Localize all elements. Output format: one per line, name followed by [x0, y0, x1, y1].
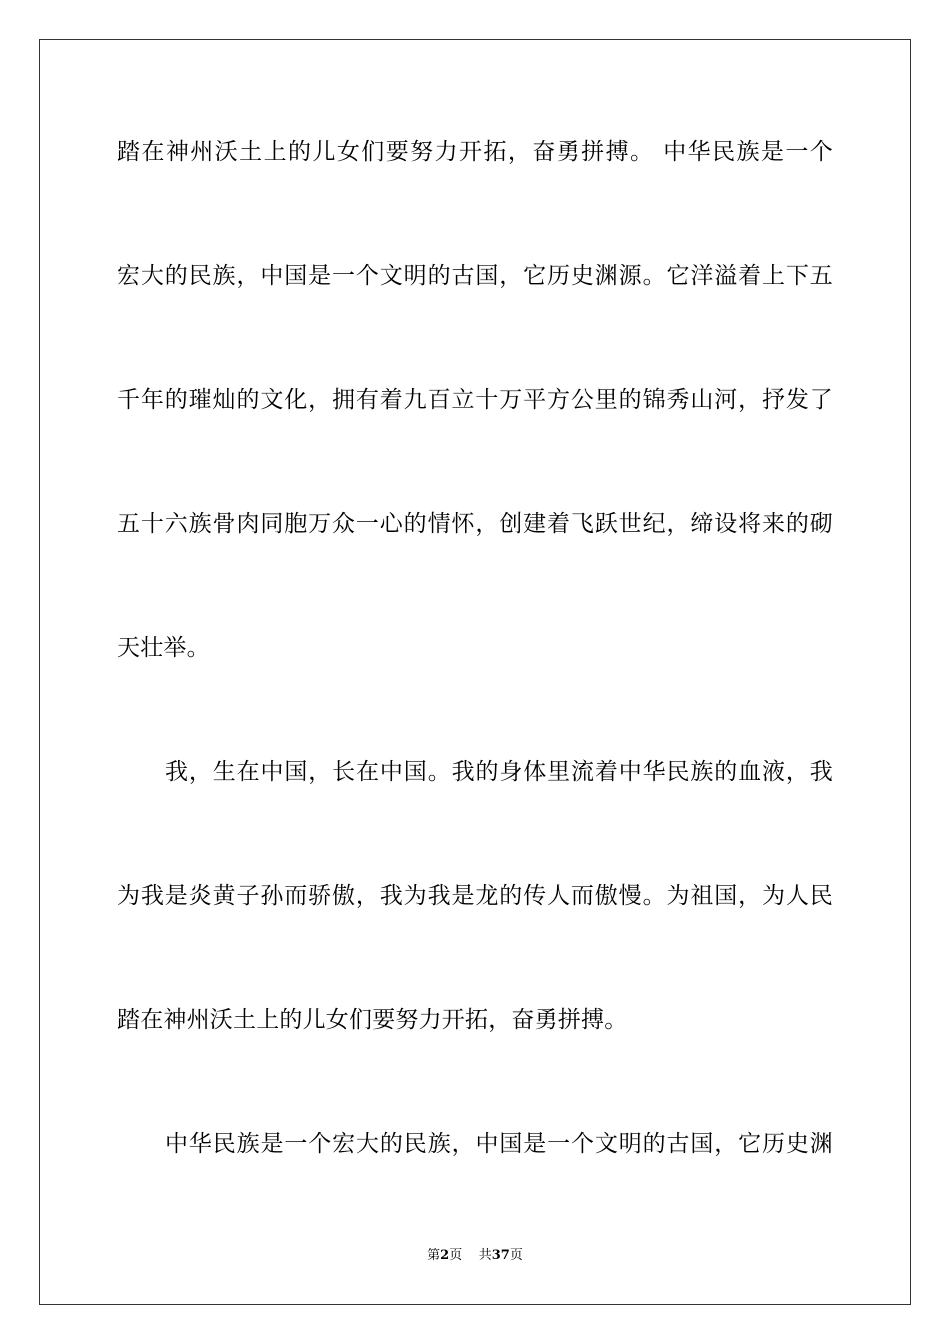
- text-line-2: 宏大的民族，中国是一个文明的古国，它历史渊源。它洋溢着上下五: [117, 263, 833, 289]
- text-line-6: 我，生在中国，长在中国。我的身体里流着中华民族的血液，我: [165, 759, 833, 785]
- page-number: 2: [440, 1248, 450, 1263]
- total-suffix: 页: [509, 1248, 523, 1263]
- page-footer: [0, 1248, 950, 1264]
- page-suffix: 页: [449, 1248, 463, 1263]
- text-line-3: 千年的璀灿的文化，拥有着九百立十万平方公里的锦秀山河，抒发了: [117, 387, 833, 413]
- total-pages: 37: [491, 1248, 510, 1263]
- text-line-7: 为我是炎黄子孙而骄傲，我为我是龙的传人而傲慢。为祖国，为人民: [117, 883, 833, 909]
- text-line-4: 五十六族骨肉同胞万众一心的情怀，创建着飞跃世纪，缔设将来的砌: [117, 511, 833, 537]
- page-frame: [39, 39, 911, 1305]
- text-line-9: 中华民族是一个宏大的民族，中国是一个文明的古国，它历史渊: [165, 1131, 833, 1157]
- text-line-5: 天壮举。: [117, 635, 210, 661]
- text-line-1: 踏在神州沃土上的儿女们要努力开拓，奋勇拼搏。 中华民族是一个: [117, 139, 833, 165]
- total-prefix: 共: [478, 1248, 492, 1263]
- text-line-8: 踏在神州沃土上的儿女们要努力开拓，奋勇拼搏。: [117, 1007, 628, 1033]
- page-prefix: 第: [427, 1248, 441, 1263]
